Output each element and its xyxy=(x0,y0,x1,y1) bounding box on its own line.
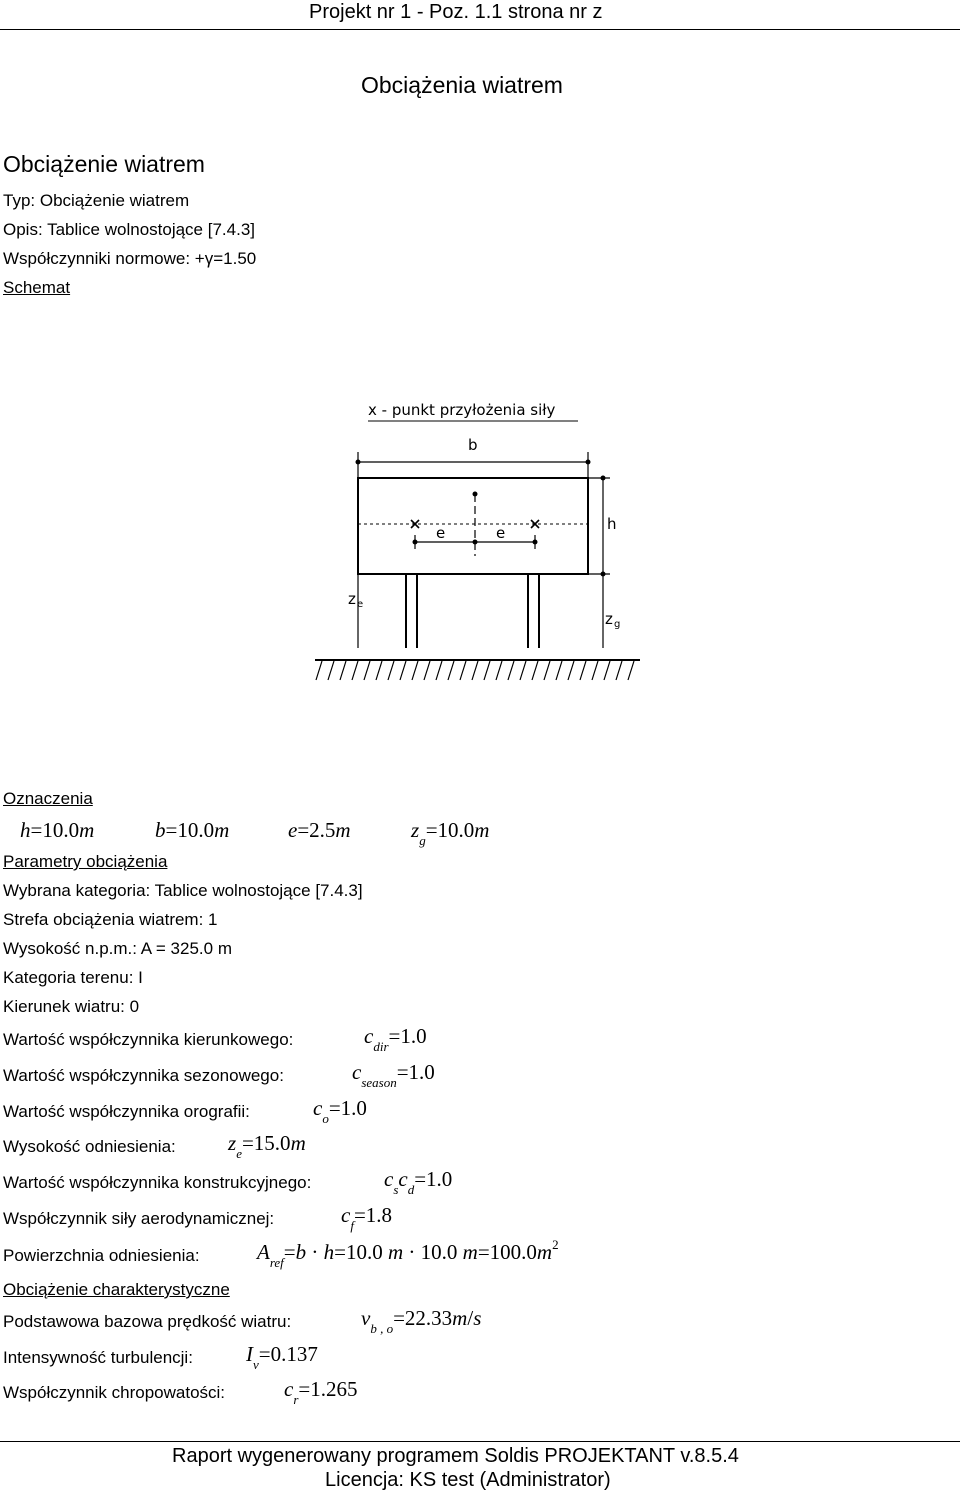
schema-label-ze: z xyxy=(348,590,356,608)
schemat-link: Schemat xyxy=(3,278,71,297)
ze-label: Wysokość odniesienia: xyxy=(3,1137,176,1156)
footer-license-line: Licencja: KS test (Administrator) xyxy=(325,1469,611,1491)
cseason-formula: $c_{season}=1.0$ xyxy=(352,1060,435,1090)
billboard-schema-diagram xyxy=(310,398,660,688)
cf-label: Współczynnik siły aerodynamicznej: xyxy=(3,1209,275,1228)
co-formula: $c_o=1.0$ xyxy=(313,1096,367,1126)
wysokosc-text: Wysokość n.p.m.: A = 325.0 m xyxy=(3,939,232,958)
cr-label: Współczynnik chropowatości: xyxy=(3,1383,226,1402)
oznaczenia-label: Oznaczenia xyxy=(3,789,93,808)
schema-label-e-left: e xyxy=(436,524,446,542)
co-label: Wartość współczynnika orografii: xyxy=(3,1102,250,1121)
parametry-label: Parametry obciążenia xyxy=(3,852,168,871)
cdir-formula: $c_{dir}=1.0$ xyxy=(364,1024,427,1054)
typ-text: Typ: Obciążenie wiatrem xyxy=(3,191,190,210)
footer-divider xyxy=(0,1441,960,1442)
formula-h: h=10.0m xyxy=(20,818,95,842)
vbo-label: Podstawowa bazowa prędkość wiatru: xyxy=(3,1312,292,1331)
page-title: Obciążenia wiatrem xyxy=(361,72,563,98)
schema-label-e-right: e xyxy=(496,524,506,542)
formula-e: e=2.5m xyxy=(288,818,351,842)
formula-b: b=10.0m xyxy=(155,818,230,842)
wspolczynniki-text: Współczynniki normowe: +γ=1.50 xyxy=(3,249,257,268)
footer-report-line: Raport wygenerowany programem Soldis PROJEKTANT v.8.5.4 xyxy=(172,1445,739,1467)
section-title: Obciążenie wiatrem xyxy=(3,151,205,177)
teren-text: Kategoria terenu: I xyxy=(3,968,143,987)
strefa-text: Strefa obciążenia wiatrem: 1 xyxy=(3,910,218,929)
cr-formula: $c_r=1.265$ xyxy=(284,1377,358,1407)
header-divider xyxy=(0,29,960,30)
schema-label-zg-sub: g xyxy=(614,619,621,630)
cseason-label: Wartość współczynnika sezonowego: xyxy=(3,1066,284,1085)
schema-legend: x - punkt przyłożenia siły xyxy=(368,401,556,419)
cdir-label: Wartość współczynnika kierunkowego: xyxy=(3,1030,294,1049)
aref-label: Powierzchnia odniesienia: xyxy=(3,1246,200,1265)
kategoria-text: Wybrana kategoria: Tablice wolnostojące [7.4.3] xyxy=(3,881,363,900)
schema-label-h: h xyxy=(607,515,617,533)
iv-label: Intensywność turbulencji: xyxy=(3,1348,193,1367)
cscd-label: Wartość współczynnika konstrukcyjnego: xyxy=(3,1173,312,1192)
cf-formula: $c_f=1.8$ xyxy=(341,1203,393,1233)
iv-formula: $I_v=0.137$ xyxy=(246,1342,318,1372)
cscd-formula: $c_sc_d=1.0$ xyxy=(384,1167,453,1197)
schema-label-ze-sub: e xyxy=(357,599,364,610)
opis-text: Opis: Tablice wolnostojące [7.4.3] xyxy=(3,220,255,239)
project-line: Projekt nr 1 - Poz. 1.1 strona nr z xyxy=(309,1,603,23)
ze-formula: $z_e=15.0m$ xyxy=(228,1131,306,1161)
aref-formula: $A_{ref}=b \cdot h=10.0$ m · 10.0 $m=100.0m^2$ xyxy=(257,1237,559,1270)
schema-label-b: b xyxy=(468,436,478,454)
schema-label-zg: z xyxy=(605,610,613,628)
kierunek-text: Kierunek wiatru: 0 xyxy=(3,997,140,1016)
vbo-formula: $v_{b , o}=22.33m/s$ xyxy=(361,1306,482,1336)
charakterystyczne-label: Obciążenie charakterystyczne xyxy=(3,1280,230,1299)
formula-zg: $z_g=10.0m$ xyxy=(411,818,490,848)
